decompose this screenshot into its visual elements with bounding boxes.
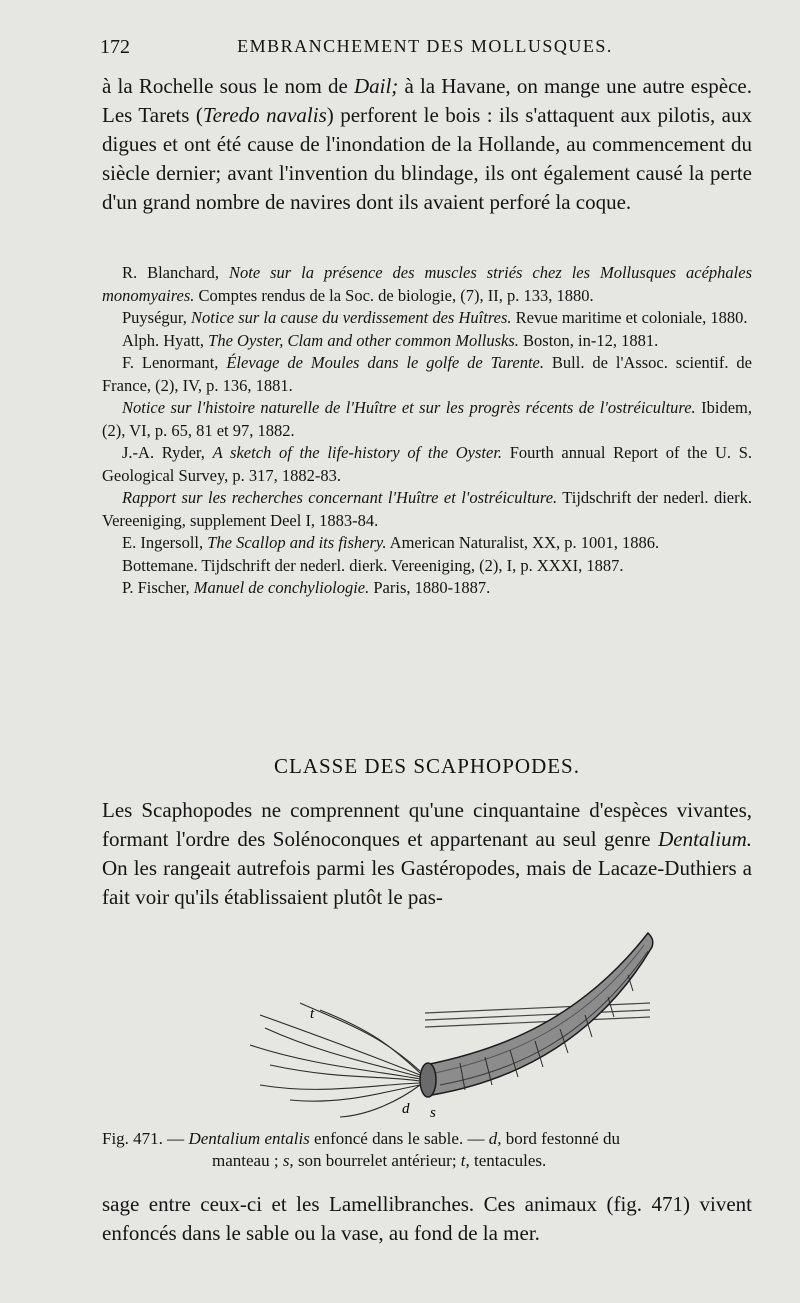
reference-source: American Naturalist, XX, p. 1001, 1886. [386,533,660,552]
reference-source: Boston, in-12, 1881. [518,330,659,350]
caption-species: Dentalium entalis [188,1129,310,1148]
intro-italic-2: Teredo navalis [202,103,327,127]
section-title: CLASSE DES SCAPHOPODES. [274,754,580,778]
reference-title: Notice sur la cause du verdissement des Huîtres. [191,308,512,327]
reference-author: F. Lenormant, [122,353,227,372]
caption-text-4: son bourrelet antérieur; [293,1151,461,1170]
sand-hatching [425,1003,650,1027]
caption-text-5: tentacules. [469,1151,547,1170]
figure-caption [102,1128,754,1172]
reference-entry [102,487,752,532]
caption-s: s, [282,1151,294,1170]
page-header [100,36,750,62]
reference-title: Note sur la présence des muscles striés chez les Mollusques acéphales monomyaires. [102,263,752,305]
reference-title: Manuel de conchyliologie. [193,578,370,597]
reference-source: Ibidem, (2), VI, p. 65, 81 et 97, 1882. [102,398,752,440]
intro-text-1: à la Rochelle sous le nom de [102,74,354,98]
caption-line-2 [102,1150,754,1172]
mantle-edge-label: d [402,1101,410,1117]
caption-text-2: bord festonné du [501,1129,620,1148]
intro-text-3: ) perforent le bois : ils s'attaquent aux pilotis, aux digues et ont été cause de l'inondation de la Hollande, au commencement du siècle dernier; avant l'invention du blindage, ils ont également causé la perte d'un grand nombre de navires dont ils avaient perforé la coque. [102,103,752,214]
reference-source: Paris, 1880-1887. [369,578,491,597]
caption-prefix: Fig. 471. — [102,1129,189,1148]
reference-entry [102,532,752,555]
reference-author: R. Blanchard, [122,263,229,282]
reference-author: Puységur, [122,308,192,327]
reference-entry [102,262,752,307]
reference-author: E. Ingersoll, [122,533,208,552]
reference-entry [102,330,752,353]
anterior-ridge-label: s [430,1105,436,1121]
reference-source: Comptes rendus de la Soc. de biologie, (7), II, p. 133, 1880. [194,285,594,305]
reference-source: Fourth annual Report of the U. S. Geological Survey, p. 317, 1882-83. [102,443,752,485]
caption-d: d, [488,1129,502,1148]
reference-entry [102,397,752,442]
tentacles [250,1003,420,1117]
running-title: EMBRANCHEMENT DES MOLLUSQUES. [237,36,613,56]
bibliography [102,262,752,600]
reference-source: Revue maritime et coloniale, 1880. [511,308,748,327]
reference-entry [102,442,752,487]
caption-text-1: enfoncé dans le sable. — [309,1129,489,1148]
reference-author: P. Fischer, [122,578,194,597]
reference-title: Rapport sur les recherches concernant l'Huître et l'ostréiculture. [122,488,558,507]
caption-t: t, [460,1151,470,1170]
reference-entry [102,307,752,330]
reference-entry [102,577,752,600]
reference-title: The Oyster, Clam and other common Mollusks. [208,330,519,350]
closing-paragraph: sage entre ceux-ci et les Lamellibranches. Ces animaux (fig. 471) vivent enfoncés dans le sable ou la vase, au fond de la mer. [102,1192,752,1245]
reference-entry [102,555,752,578]
page-number: 172 [100,36,130,58]
tentacles-label: t [310,1006,315,1022]
reference-title: Élevage de Moules dans le golfe de Tarente. [226,353,544,372]
scaphopodes-paragraph [102,796,752,912]
scaphopodes-text-2: On les rangeait autrefois parmi les Gastéropodes, mais de Lacaze-Duthiers a fait voir qu'ils établissaient plutôt le pas- [102,856,752,909]
caption-line-1 [102,1128,754,1150]
reference-author: Alph. Hyatt, [122,330,209,350]
genus-name: Dentalium. [658,827,752,851]
reference-title: Notice sur l'histoire naturelle de l'Huître et sur les progrès récents de l'ostréiculture. [122,398,696,417]
intro-paragraph [102,72,752,217]
intro-italic-1: Dail; [353,74,399,98]
caption-text-3: manteau ; [212,1151,283,1170]
intro-text-2: à la Havane, on mange une autre espèce. Les Tarets ( [102,74,752,127]
reference-source: Bull. de l'Assoc. scientif. de France, (2), IV, p. 136, 1881. [102,353,752,395]
reference-author: Bottemane. Tijdschrift der nederl. dierk. Vereeniging, (2), I, p. XXXI, 1887. [122,555,624,575]
reference-title: A sketch of the life-history of the Oyster. [212,443,503,462]
dentalium-illustration [220,925,670,1130]
reference-source: Tijdschrift der nederl. dierk. Vereeniging, supplement Deel I, 1883-84. [102,488,752,530]
scaphopodes-text-1: Les Scaphopodes ne comprennent qu'une cinquantaine d'espèces vivantes, formant l'ordre des Solénoconques et appartenant au seul genre [102,798,752,851]
reference-author: J.-A. Ryder, [122,443,213,462]
reference-entry [102,352,752,397]
reference-title: The Scallop and its fishery. [207,533,387,552]
